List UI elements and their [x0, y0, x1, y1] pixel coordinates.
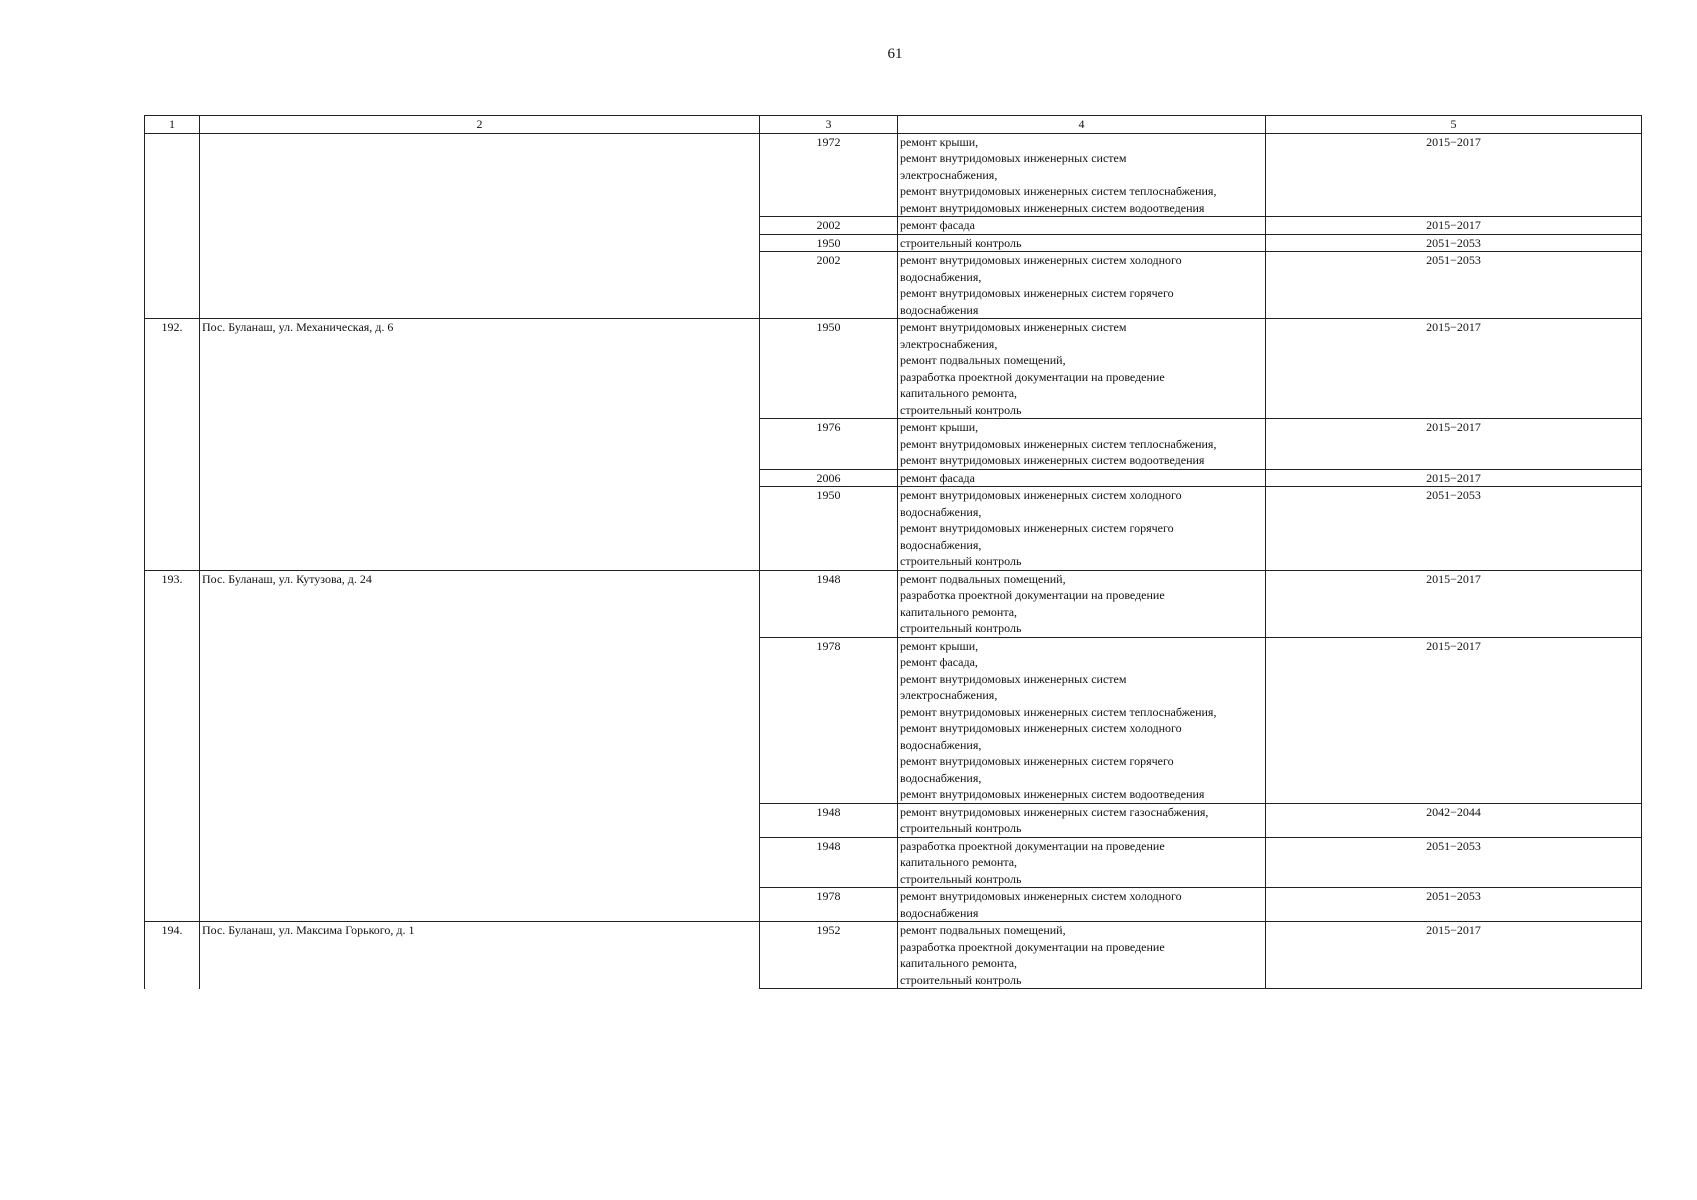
- planned-period: 2051−2053: [1266, 487, 1642, 571]
- commission-year: 2006: [760, 469, 898, 487]
- commission-year: 1950: [760, 319, 898, 419]
- planned-period: 2015−2017: [1266, 217, 1642, 235]
- page-number: 61: [887, 46, 903, 62]
- row-number: 194.: [145, 922, 200, 989]
- commission-year: 1950: [760, 487, 898, 571]
- column-header-1: 1: [145, 116, 200, 134]
- planned-period: 2051−2053: [1266, 234, 1642, 252]
- planned-period: 2015−2017: [1266, 419, 1642, 470]
- row-number: 192.: [145, 319, 200, 571]
- commission-year: 1978: [760, 888, 898, 922]
- commission-year: 1972: [760, 133, 898, 217]
- repair-works: ремонт крыши, ремонт внутридомовых инженерных систем электроснабжения, ремонт внутридомовых инженерных систем теплоснабжения, ремонт внутридомовых инженерных систем водоотведения: [898, 133, 1266, 217]
- column-header-4: 4: [898, 116, 1266, 134]
- table-body: [145, 133, 1642, 989]
- planned-period: 2051−2053: [1266, 252, 1642, 319]
- repair-works: ремонт подвальных помещений, разработка проектной документации на проведение капитального ремонта, строительный контроль: [898, 922, 1266, 989]
- commission-year: 2002: [760, 217, 898, 235]
- repair-works: разработка проектной документации на проведение капитального ремонта, строительный контроль: [898, 837, 1266, 888]
- repair-works: ремонт крыши, ремонт фасада, ремонт внутридомовых инженерных систем электроснабжения, ремонт внутридомовых инженерных систем теплоснабжения, ремонт внутридомовых инженерных систем холодного водоснабжения, ремонт внутридомовых инженерных систем горячего водоснабжения, ремонт внутридомовых инженерных систем водоотведения: [898, 637, 1266, 803]
- commission-year: 1948: [760, 803, 898, 837]
- building-address: [200, 133, 760, 319]
- repair-works: ремонт фасада: [898, 217, 1266, 235]
- repair-works: ремонт внутридомовых инженерных систем газоснабжения, строительный контроль: [898, 803, 1266, 837]
- row-number: [145, 133, 200, 319]
- column-header-3: 3: [760, 116, 898, 134]
- planned-period: 2015−2017: [1266, 922, 1642, 989]
- building-address: Пос. Буланаш, ул. Механическая, д. 6: [200, 319, 760, 571]
- table-row: [145, 133, 1642, 217]
- commission-year: 1976: [760, 419, 898, 470]
- building-address: Пос. Буланаш, ул. Максима Горького, д. 1: [200, 922, 760, 989]
- column-header-2: 2: [200, 116, 760, 134]
- planned-period: 2015−2017: [1266, 570, 1642, 637]
- commission-year: 1978: [760, 637, 898, 803]
- repair-works: ремонт подвальных помещений, разработка проектной документации на проведение капитального ремонта, строительный контроль: [898, 570, 1266, 637]
- capital-repair-table: [144, 115, 1642, 989]
- table-row: [145, 922, 1642, 989]
- building-address: Пос. Буланаш, ул. Кутузова, д. 24: [200, 570, 760, 922]
- commission-year: 2002: [760, 252, 898, 319]
- table-row: [145, 319, 1642, 419]
- planned-period: 2015−2017: [1266, 319, 1642, 419]
- planned-period: 2042−2044: [1266, 803, 1642, 837]
- repair-works: строительный контроль: [898, 234, 1266, 252]
- repair-works: ремонт внутридомовых инженерных систем электроснабжения, ремонт подвальных помещений, разработка проектной документации на проведение капитального ремонта, строительный контроль: [898, 319, 1266, 419]
- commission-year: 1948: [760, 570, 898, 637]
- row-number: 193.: [145, 570, 200, 922]
- column-number-header-row: [145, 116, 1642, 134]
- planned-period: 2051−2053: [1266, 837, 1642, 888]
- repair-works: ремонт фасада: [898, 469, 1266, 487]
- planned-period: 2051−2053: [1266, 888, 1642, 922]
- column-header-5: 5: [1266, 116, 1642, 134]
- table-row: [145, 570, 1642, 637]
- commission-year: 1948: [760, 837, 898, 888]
- commission-year: 1950: [760, 234, 898, 252]
- repair-works: ремонт внутридомовых инженерных систем холодного водоснабжения, ремонт внутридомовых инженерных систем горячего водоснабжения, строительный контроль: [898, 487, 1266, 571]
- repair-works: ремонт внутридомовых инженерных систем холодного водоснабжения, ремонт внутридомовых инженерных систем горячего водоснабжения: [898, 252, 1266, 319]
- repair-works: ремонт крыши, ремонт внутридомовых инженерных систем теплоснабжения, ремонт внутридомовых инженерных систем водоотведения: [898, 419, 1266, 470]
- commission-year: 1952: [760, 922, 898, 989]
- planned-period: 2015−2017: [1266, 469, 1642, 487]
- planned-period: 2015−2017: [1266, 637, 1642, 803]
- planned-period: 2015−2017: [1266, 133, 1642, 217]
- repair-works: ремонт внутридомовых инженерных систем холодного водоснабжения: [898, 888, 1266, 922]
